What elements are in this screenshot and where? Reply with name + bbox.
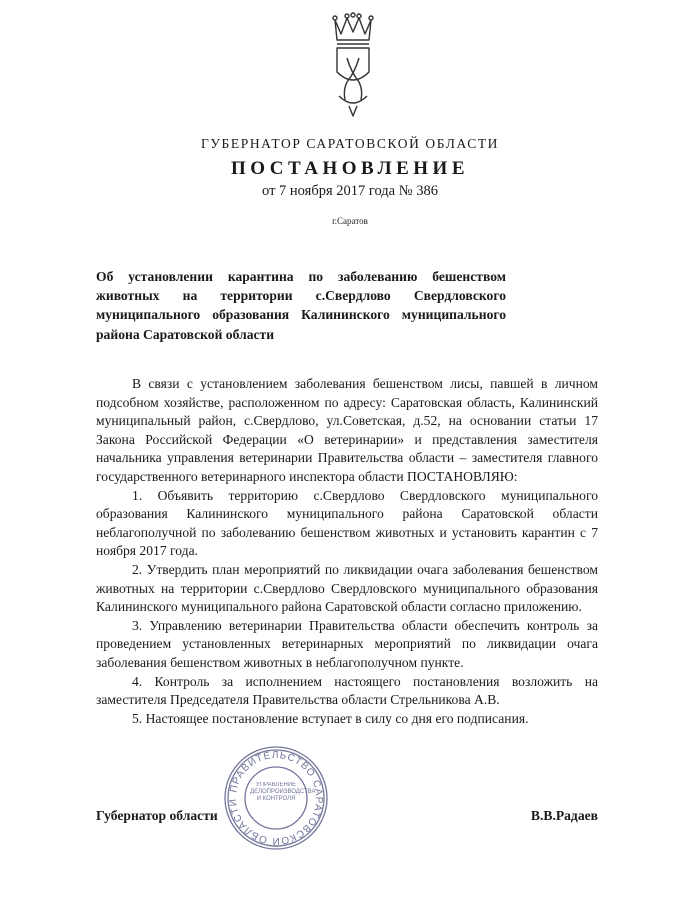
signatory-role: Губернатор области [96,808,218,823]
document-body [96,375,598,728]
seal-outer-text: ПРАВИТЕЛЬСТВО САРАТОВСКОЙ ОБЛАСТИ [227,749,325,847]
preamble-paragraph: В связи с установлением заболевания бешенством лисы, павшей в личном подсобном хозяйстве, расположенном по адресу: Саратовская область, Калининский муниципальный район, с.Свердлово, ул.Советская, д.52, на основании статьи 17 Закона Российской Федерации «О ветеринарии» и представления заместителя начальника управления ветеринарии Правительства области – заместителя главного государственного ветеринарного инспектора области ПОСТАНОВЛЯЮ: [96,376,598,484]
clause-4: 4. Контроль за исполнением настоящего постановления возложить на заместителя Председателя Правительства области Стрельникова А.В. [96,673,598,708]
signature-block [96,808,598,828]
clause-1: 1. Объявить территорию с.Свердлово Свердловского муниципального образования Калининского муниципального района Саратовской области неблагополучной по заболеванию бешенством животных и установить карантин с 7 ноября 2017 года. [96,487,598,559]
clause-3: 3. Управлению ветеринарии Правительства области обеспечить контроль за проведением установленных ветеринарных мероприятий по ликвидации очага заболевания бешенством животных в неблагополучном пункте. [96,617,598,670]
seal-inner-text: УПРАВЛЕНИЕ ДЕЛОПРОИЗВОДСТВА И КОНТРОЛЯ [250,782,316,802]
saratov-coat-of-arms-icon [325,10,381,118]
document-date-number: от 7 ноября 2017 года № 386 [262,183,438,199]
document-type: ПОСТАНОВЛЕНИЕ [230,158,470,179]
official-seal-stamp-icon [222,744,330,852]
document-city: г.Саратов [332,216,368,226]
document-title: Об установлении карантина по заболеванию бешенством животных на территории с.Свердлово Свердловского муниципального образования Калининского муниципального района Саратовской области [96,269,506,342]
clause-5: 5. Настоящее постановление вступает в силу со дня его подписания. [132,710,529,726]
issuing-authority: ГУБЕРНАТОР САРАТОВСКОЙ ОБЛАСТИ [200,136,500,151]
signatory-name: В.В.Радаев [530,808,598,823]
clause-2: 2. Утвердить план мероприятий по ликвидации очага заболевания бешенством животных на территории с.Свердлово Свердловского муниципального образования Калининского муниципального района Саратовской области согласно приложению. [96,561,598,615]
